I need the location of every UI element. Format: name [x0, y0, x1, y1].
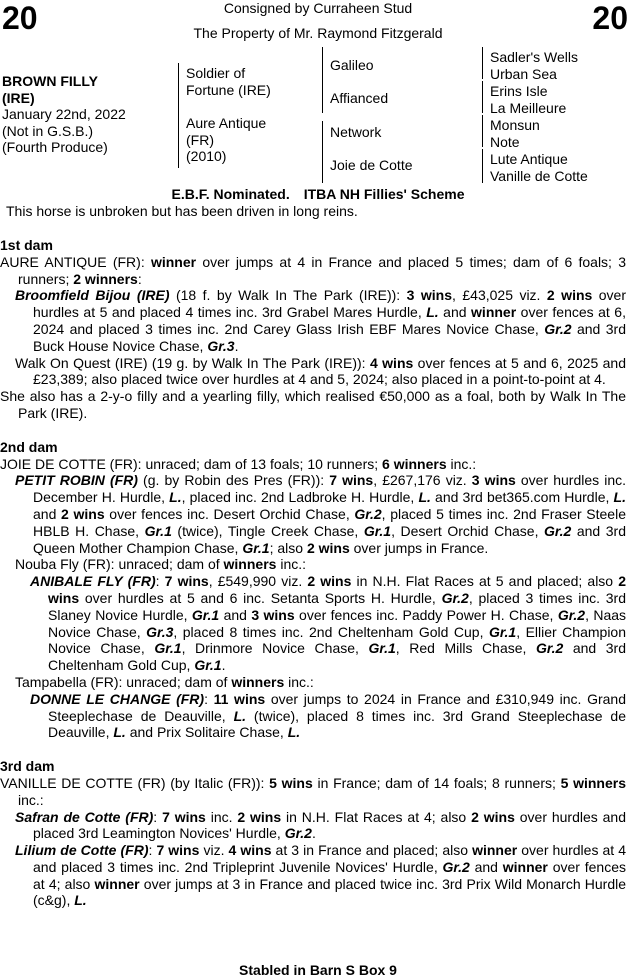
pedigree-table: [0, 45, 636, 185]
horse-info: [2, 73, 172, 156]
ancestor-g3-3: Erins Isle: [490, 83, 548, 99]
dam-sire: Network: [330, 124, 382, 140]
pedigree-paragraph: She also has a 2-y-o filly and a yearling filly, which realised €50,000 as a foal, both by Walk In The Park (IRE).: [0, 388, 626, 421]
pedigree-bracket-3b: [482, 81, 483, 113]
stabling-info: Stabled in Barn S Box 9: [239, 962, 397, 978]
pedigree-paragraph: Tampabella (FR): unraced; dam of winners inc.:: [15, 673, 314, 690]
pedigree-bracket-2a: [322, 47, 323, 113]
pedigree-bracket-3d: [482, 149, 483, 183]
pedigree-paragraph: AURE ANTIQUE (FR): winner over jumps at 4 in France and placed 5 times; dam of 6 foals; 3 runners; 2 winners:: [0, 253, 626, 287]
pedigree-bracket-1: [178, 63, 179, 168]
ancestor-g3-2: Urban Sea: [490, 66, 557, 82]
pedigree-bracket-3a: [482, 47, 483, 79]
pedigree-bracket-3c: [482, 115, 483, 147]
pedigree-paragraph: Safran de Cotte (FR): 7 wins inc. 2 wins in N.H. Flat Races at 4; also 2 wins over hurdles and placed 3rd Leamington Novices' Hurdle, Gr.2.: [15, 808, 626, 842]
sire-line1: Soldier of: [186, 65, 246, 81]
ancestor-g3-4: La Meilleure: [490, 100, 567, 116]
pedigree-paragraph: Nouba Fly (FR): unraced; dam of winners inc.:: [15, 556, 307, 573]
ancestor-g3-8: Vanille de Cotte: [490, 168, 588, 184]
section-heading: 3rd dam: [0, 758, 55, 775]
pedigree-paragraph: PETIT ROBIN (FR) (g. by Robin des Pres (FR)): 7 wins, £267,176 viz. 3 wins over hurdles inc. December H. Hurdle, L., placed inc. 2nd Ladbroke H. Hurdle, L. and 3rd bet365.com Hurdle, L. and 2 wins over fences inc. Desert Orchid Chase, Gr.2, placed 5 times inc. 2nd Fraser Steele HBLB H. Chase, Gr.1 (twice), Tingle Creek Chase, Gr.1, Desert Orchid Chase, Gr.2 and 3rd Queen Mother Champion Chase, Gr.1; also 2 wins over jumps in France.: [15, 472, 627, 556]
pedigree-paragraph: Walk On Quest (IRE) (19 g. by Walk In The Park (IRE)): 4 wins over fences at 5 and 6, 2025 and £23,389; also placed twice over hurdles at 4 and 5, 2024; also placed in a point-to-point at 4.: [15, 354, 626, 388]
dam-line3: (2010): [186, 148, 227, 164]
pedigree-paragraph: VANILLE DE COTTE (FR) (by Italic (FR)): 5 wins in France; dam of 14 foals; 8 runners; 5 winners inc.:: [0, 774, 626, 808]
gsb-status: (Not in G.S.B.): [2, 122, 94, 139]
dam-line1: Aure Antique: [186, 115, 267, 131]
ancestor-g3-6: Note: [490, 134, 520, 150]
pedigree-paragraph: JOIE DE COTTE (FR): unraced; dam of 13 foals; 10 runners; 6 winners inc.:: [0, 455, 477, 472]
catalogue-body: [0, 237, 626, 909]
section-heading: 1st dam: [0, 237, 53, 253]
produce-number: (Fourth Produce): [2, 139, 108, 155]
sire-dam: Affianced: [330, 90, 389, 106]
sire-sire: Galileo: [330, 57, 374, 73]
lot-number-left: 20: [2, 0, 38, 36]
ancestor-g3-5: Monsun: [490, 117, 540, 133]
ancestor-g3-7: Lute Antique: [490, 151, 568, 167]
property-line: The Property of Mr. Raymond Fitzgerald: [193, 25, 443, 41]
lot-number-right: 20: [592, 0, 628, 36]
dam: [186, 115, 316, 165]
horse-name-line2: (IRE): [2, 89, 35, 106]
pedigree-paragraph: DONNE LE CHANGE (FR): 11 wins over jumps to 2024 in France and £310,949 inc. Grand Steeplechase de Deauville, L. (twice), placed 8 times inc. 3rd Grand Steeplechase de Deauville, L. and Prix Solitaire Chase, L.: [30, 690, 627, 741]
dam-line2: (FR): [186, 131, 214, 148]
pedigree-paragraph: ANIBALE FLY (FR): 7 wins, £549,990 viz. 2 wins in N.H. Flat Races at 5 and placed; also 2 wins over hurdles at 5 and 6 inc. Setanta Sports H. Hurdle, Gr.2, placed 3 times inc. 3rd Slaney Novice Hurdle, Gr.1 and 3 wins over fences inc. Paddy Power H. Chase, Gr.2, Naas Novice Chase, Gr.3, placed 8 times inc. 2nd Cheltenham Gold Cup, Gr.1, Ellier Champion Novice Chase, Gr.1, Drinmore Novice Chase, Gr.1, Red Mills Chase, Gr.2 and 3rd Cheltenham Gold Cup, Gr.1.: [30, 573, 627, 674]
section-heading: 2nd dam: [0, 438, 58, 455]
sire-line2: Fortune (IRE): [186, 81, 271, 98]
itba-scheme: ITBA NH Fillies' Scheme: [303, 186, 465, 202]
sire: [186, 65, 316, 98]
horse-name-line1: BROWN FILLY: [2, 73, 98, 89]
ebf-nomination: E.B.F. Nominated.: [171, 186, 290, 202]
unbroken-note: This horse is unbroken but has been driven in long reins.: [6, 203, 358, 219]
dam-dam: Joie de Cotte: [330, 157, 413, 173]
consignor-line: Consigned by Curraheen Stud: [223, 0, 413, 16]
pedigree-paragraph: Broomfield Bijou (IRE) (18 f. by Walk In The Park (IRE)): 3 wins, £43,025 viz. 2 wins over hurdles at 5 and placed 4 times inc. 3rd Grabel Mares Hurdle, L. and winner over fences at 6, 2024 and placed 3 times inc. 2nd Carey Glass Irish EBF Mares Novice Chase, Gr.2 and 3rd Buck House Novice Chase, Gr.3.: [15, 287, 627, 354]
foaling-date: January 22nd, 2022: [2, 106, 126, 122]
ancestor-g3-1: Sadler's Wells: [490, 49, 578, 65]
pedigree-paragraph: Lilium de Cotte (FR): 7 wins viz. 4 wins at 3 in France and placed; also winner over hurdles at 4 and placed 3 times inc. 2nd Tripleprint Juvenile Novices' Hurdle, Gr.2 and winner over fences at 4; also winner over jumps at 3 in France and placed twice inc. 3rd Prix Wild Monarch Hurdle (c&g), L.: [15, 842, 627, 909]
pedigree-bracket-2b: [322, 121, 323, 183]
nominations: [0, 186, 636, 203]
